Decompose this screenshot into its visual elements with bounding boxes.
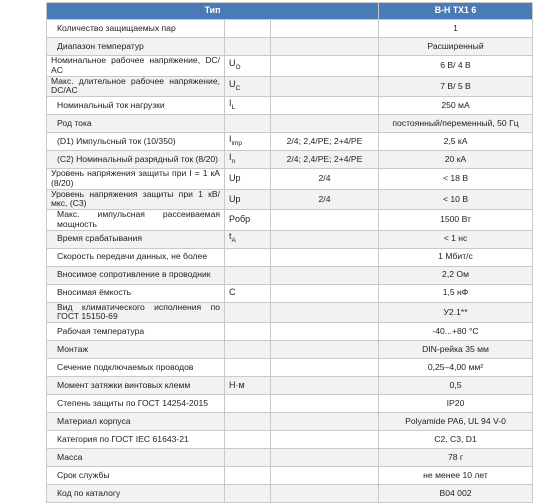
table-row xyxy=(47,248,533,266)
param-connection xyxy=(271,323,379,341)
param-name: Монтаж xyxy=(47,341,225,359)
param-connection xyxy=(271,467,379,485)
table-row xyxy=(47,189,533,210)
symbol-subscript: C xyxy=(235,84,241,92)
param-symbol xyxy=(225,76,271,97)
table-row xyxy=(47,20,533,38)
header-type: Тип xyxy=(47,3,379,20)
param-connection xyxy=(271,210,379,231)
param-connection xyxy=(271,115,379,133)
param-symbol xyxy=(225,467,271,485)
symbol-subscript: n xyxy=(231,157,236,165)
param-name: Категория по ГОСТ IEC 61643-21 xyxy=(47,431,225,449)
param-value: 1 Мбит/с xyxy=(379,248,533,266)
table-row xyxy=(47,467,533,485)
symbol-text: U xyxy=(229,58,236,69)
param-symbol xyxy=(225,284,271,302)
param-symbol xyxy=(225,377,271,395)
param-symbol xyxy=(225,97,271,115)
param-name: (D1) Импульсный ток (10/350) xyxy=(47,133,225,151)
table-row xyxy=(47,485,533,503)
param-connection xyxy=(271,359,379,377)
param-symbol xyxy=(225,169,271,190)
param-connection xyxy=(271,431,379,449)
table-body xyxy=(47,20,533,503)
symbol-subscript: imp xyxy=(231,139,242,147)
param-connection: 2/4 xyxy=(271,169,379,190)
symbol-text: I xyxy=(229,151,232,162)
symbol-subscript: L xyxy=(231,103,236,111)
param-value: 1,5 нФ xyxy=(379,284,533,302)
param-symbol xyxy=(225,248,271,266)
table-row xyxy=(47,323,533,341)
table-row xyxy=(47,341,533,359)
param-value: B04 002 xyxy=(379,485,533,503)
table-row xyxy=(47,284,533,302)
param-connection: 2/4; 2,4/PE; 2+4/PE xyxy=(271,133,379,151)
param-name: Материал корпуса xyxy=(47,413,225,431)
param-value: 6 В/ 4 В xyxy=(379,56,533,77)
param-value: -40...+80 °C xyxy=(379,323,533,341)
param-connection xyxy=(271,377,379,395)
param-value: 0,25–4,00 мм² xyxy=(379,359,533,377)
param-connection xyxy=(271,20,379,38)
param-value: 78 г xyxy=(379,449,533,467)
param-symbol xyxy=(225,485,271,503)
symbol-text: Up xyxy=(229,193,241,204)
param-connection xyxy=(271,395,379,413)
param-value: Расширенный xyxy=(379,38,533,56)
param-name: Количество защищаемых пар xyxy=(47,20,225,38)
param-value: постоянный/переменный, 50 Гц xyxy=(379,115,533,133)
param-value: < 10 В xyxy=(379,189,533,210)
symbol-text: t xyxy=(229,231,232,242)
param-connection xyxy=(271,38,379,56)
symbol-text: I xyxy=(229,97,232,108)
table-row xyxy=(47,151,533,169)
param-value: 20 кА xyxy=(379,151,533,169)
table-row xyxy=(47,302,533,323)
param-value: 2,5 кА xyxy=(379,133,533,151)
param-symbol xyxy=(225,151,271,169)
symbol-text: I xyxy=(229,133,232,144)
param-value: < 18 В xyxy=(379,169,533,190)
param-symbol xyxy=(225,210,271,231)
param-name: Номинальный ток нагрузки xyxy=(47,97,225,115)
param-value: не менее 10 лет xyxy=(379,467,533,485)
symbol-subscript: A xyxy=(231,237,236,245)
param-value: DIN-рейка 35 мм xyxy=(379,341,533,359)
param-connection xyxy=(271,485,379,503)
param-value: < 1 нс xyxy=(379,230,533,248)
table-row xyxy=(47,359,533,377)
symbol-text: U xyxy=(229,78,236,89)
param-connection xyxy=(271,76,379,97)
table-row xyxy=(47,413,533,431)
param-value: У2.1** xyxy=(379,302,533,323)
param-symbol xyxy=(225,56,271,77)
param-name: Макс. импульсная рассеиваемая мощность xyxy=(47,210,225,231)
spec-table xyxy=(46,2,533,503)
param-connection xyxy=(271,284,379,302)
param-name: (C2) Номинальный разрядный ток (8/20) xyxy=(47,151,225,169)
spec-table-container xyxy=(46,2,532,503)
param-name: Момент затяжки винтовых клемм xyxy=(47,377,225,395)
param-name: Масса xyxy=(47,449,225,467)
table-row xyxy=(47,210,533,231)
table-row xyxy=(47,115,533,133)
table-row xyxy=(47,56,533,77)
table-row xyxy=(47,431,533,449)
table-row xyxy=(47,97,533,115)
table-row xyxy=(47,38,533,56)
param-symbol xyxy=(225,323,271,341)
param-symbol xyxy=(225,431,271,449)
param-symbol xyxy=(225,133,271,151)
param-name: Род тока xyxy=(47,115,225,133)
param-name: Рабочая температура xyxy=(47,323,225,341)
param-value: 250 мА xyxy=(379,97,533,115)
table-header-row xyxy=(47,3,533,20)
param-name: Вносимое сопротивление в проводник xyxy=(47,266,225,284)
param-name: Диапазон температур xyxy=(47,38,225,56)
param-value: 1 xyxy=(379,20,533,38)
param-name: Сечение подключаемых проводов xyxy=(47,359,225,377)
param-connection xyxy=(271,230,379,248)
param-symbol xyxy=(225,341,271,359)
param-connection xyxy=(271,266,379,284)
param-symbol xyxy=(225,395,271,413)
symbol-text: C xyxy=(229,287,236,298)
param-connection xyxy=(271,341,379,359)
param-connection xyxy=(271,302,379,323)
symbol-subscript: O xyxy=(235,63,241,71)
table-row xyxy=(47,266,533,284)
param-name: Время срабатывания xyxy=(47,230,225,248)
param-value: 0,5 xyxy=(379,377,533,395)
param-connection xyxy=(271,413,379,431)
param-symbol xyxy=(225,449,271,467)
table-row xyxy=(47,395,533,413)
param-name: Уровень напряжения защиты при I = 1 кА (8/20) xyxy=(47,169,225,190)
symbol-text: Up xyxy=(229,173,241,184)
symbol-text: Pобр xyxy=(229,214,251,225)
param-connection xyxy=(271,97,379,115)
param-symbol xyxy=(225,189,271,210)
param-name: Вид климатического исполнения по ГОСТ 15150-69 xyxy=(47,302,225,323)
table-row xyxy=(47,169,533,190)
param-name: Срок службы xyxy=(47,467,225,485)
param-name: Скорость передачи данных, не более xyxy=(47,248,225,266)
table-row xyxy=(47,377,533,395)
param-symbol xyxy=(225,302,271,323)
param-value: 1500 Вт xyxy=(379,210,533,231)
param-name: Код по каталогу xyxy=(47,485,225,503)
param-symbol xyxy=(225,20,271,38)
param-value: Polyamide PA6, UL 94 V-0 xyxy=(379,413,533,431)
param-symbol xyxy=(225,115,271,133)
param-connection xyxy=(271,248,379,266)
param-value: 2,2 Ом xyxy=(379,266,533,284)
param-connection: 2/4; 2,4/PE; 2+4/PE xyxy=(271,151,379,169)
param-name: Номинальное рабочее напряжение, DC/ AC xyxy=(47,56,225,77)
table-row xyxy=(47,230,533,248)
table-row xyxy=(47,449,533,467)
table-row xyxy=(47,133,533,151)
param-symbol xyxy=(225,266,271,284)
param-name: Степень защиты по ГОСТ 14254-2015 xyxy=(47,395,225,413)
param-symbol xyxy=(225,230,271,248)
param-value: C2, C3, D1 xyxy=(379,431,533,449)
param-symbol xyxy=(225,38,271,56)
param-name: Вносимая ёмкость xyxy=(47,284,225,302)
param-value: IP20 xyxy=(379,395,533,413)
param-connection xyxy=(271,56,379,77)
table-row xyxy=(47,76,533,97)
param-name: Макс. длительное рабочее напряжение, DC/AC xyxy=(47,76,225,97)
symbol-text: Н·м xyxy=(229,379,245,390)
param-symbol xyxy=(225,359,271,377)
header-model: B-H TX1 6 xyxy=(379,3,533,20)
param-symbol xyxy=(225,413,271,431)
param-connection xyxy=(271,449,379,467)
param-connection: 2/4 xyxy=(271,189,379,210)
param-value: 7 В/ 5 В xyxy=(379,76,533,97)
param-name: Уровень напряжения защиты при 1 кВ/ мкс, (C3) xyxy=(47,189,225,210)
